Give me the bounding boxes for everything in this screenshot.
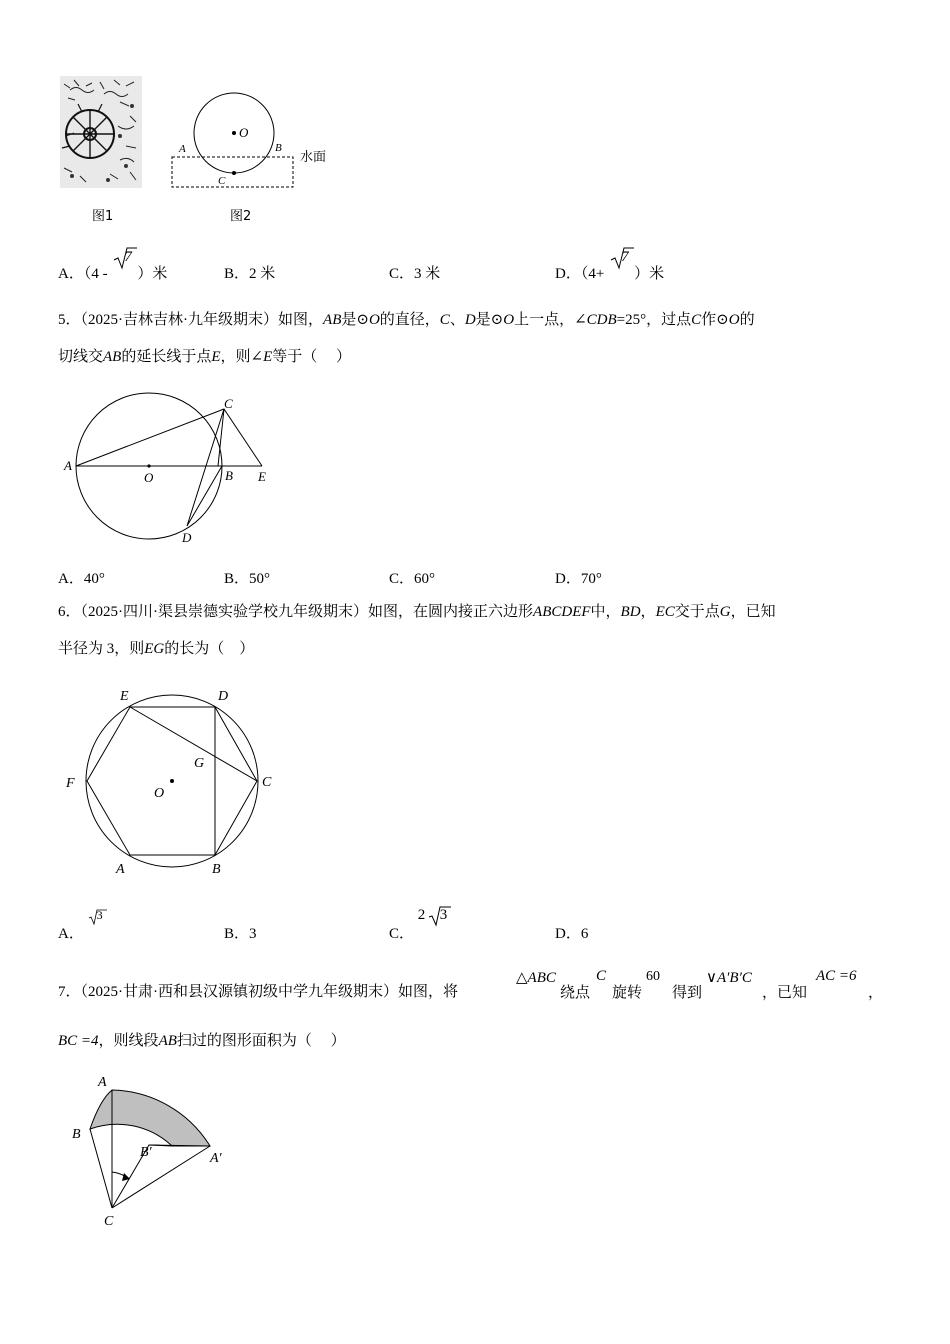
q7-line1: 7．（2025·甘肃·西和县汉源镇初级中学九年级期末）如图，将	[58, 984, 459, 1000]
q6-label-e: E	[120, 689, 129, 704]
q5-line1: 5．（2025·吉林吉林·九年级期末）如图，AB是⊙O的直径，C、D是⊙O上一点，∠CDB=25°，过点C作⊙O的	[58, 312, 755, 328]
fig2-caption: 图2	[230, 209, 252, 224]
q7-degree: 60	[646, 969, 660, 984]
q5-label-e: E	[258, 469, 266, 484]
q7-label-b: B	[72, 1127, 81, 1142]
label-c: C	[218, 175, 226, 187]
q6-label-b: B	[212, 862, 221, 877]
q4-option-b[interactable]: B．2 米	[224, 266, 276, 282]
q5-option-b[interactable]: B．50°	[224, 571, 271, 587]
q7-triangle-prime: ∨A′B′C	[706, 970, 752, 986]
waterwheel-photo	[60, 76, 142, 188]
q5-label-b: B	[225, 468, 233, 483]
q4-option-d[interactable]: D．（4+ 7 ）米	[555, 249, 665, 282]
label-a: A	[179, 143, 186, 155]
q7-label-a-prime: A′	[210, 1151, 222, 1166]
q7-point-c: C	[596, 968, 607, 984]
q7-ac-eq: AC =6	[816, 968, 857, 984]
q7-triangle-abc: △ABC	[516, 970, 556, 986]
q6-label-g: G	[194, 756, 205, 771]
label-b: B	[275, 142, 282, 154]
q7-label-b-prime: B′	[140, 1145, 152, 1160]
q6-c-radicand: 3	[439, 907, 448, 923]
q6-label-f: F	[66, 776, 75, 791]
water-surface-label: 水面	[300, 149, 327, 164]
q4-option-c[interactable]: C．3 米	[389, 266, 441, 282]
q5-option-d[interactable]: D．70°	[555, 571, 602, 587]
q6-a-radicand: 3	[96, 908, 103, 922]
q5-line2: 切线交AB的延长线于点E，则∠E等于（ ）	[58, 349, 352, 365]
q5-figure	[60, 390, 280, 550]
q6-option-b[interactable]: B．3	[224, 926, 257, 942]
q7-rotate: 旋转	[612, 985, 643, 1001]
q5-label-o: O	[144, 470, 154, 485]
q6-label-a: A	[116, 862, 125, 877]
q6-option-d[interactable]: D．6	[555, 926, 589, 942]
q6-label-d: D	[218, 689, 229, 704]
q6-option-c[interactable]: C． 2 3	[389, 922, 458, 943]
q7-around: 绕点	[560, 985, 591, 1001]
q5-option-a[interactable]: A．40°	[58, 571, 105, 587]
q7-comma: ，	[868, 985, 884, 1001]
q6-label-o: O	[154, 786, 165, 801]
q7-label-a: A	[98, 1075, 107, 1090]
q6-figure	[60, 680, 290, 880]
q7-figure	[60, 1070, 240, 1230]
q5-label-c: C	[224, 396, 233, 411]
q7-known: ，已知	[762, 985, 808, 1001]
q5-label-a: A	[64, 458, 72, 473]
q4-d-radicand: 7	[621, 249, 629, 265]
q7-line2: BC =4，则线段AB扫过的图形面积为（ ）	[58, 1033, 346, 1049]
q6-line1: 6．（2025·四川·渠县崇德实验学校九年级期末）如图，在圆内接正六边形ABCDEF中，BD，EC交于点G，已知	[58, 604, 776, 620]
q6-label-c: C	[262, 775, 272, 790]
q7-get: 得到	[672, 985, 703, 1001]
q6-line2: 半径为 3，则EG的长为（ ）	[58, 641, 255, 657]
q5-label-d: D	[182, 530, 192, 545]
fig1-caption: 图1	[92, 209, 114, 224]
figure-wheel-circle	[165, 88, 340, 192]
q4-option-a[interactable]: A．（4 - 7 ）米	[58, 249, 168, 282]
q6-c-coef: 2	[417, 907, 426, 923]
q6-option-a[interactable]: A． 3	[58, 922, 108, 943]
q5-option-c[interactable]: C．60°	[389, 571, 436, 587]
q4-a-radicand: 7	[124, 249, 132, 265]
q7-label-c: C	[104, 1214, 114, 1229]
label-o: O	[239, 125, 249, 140]
